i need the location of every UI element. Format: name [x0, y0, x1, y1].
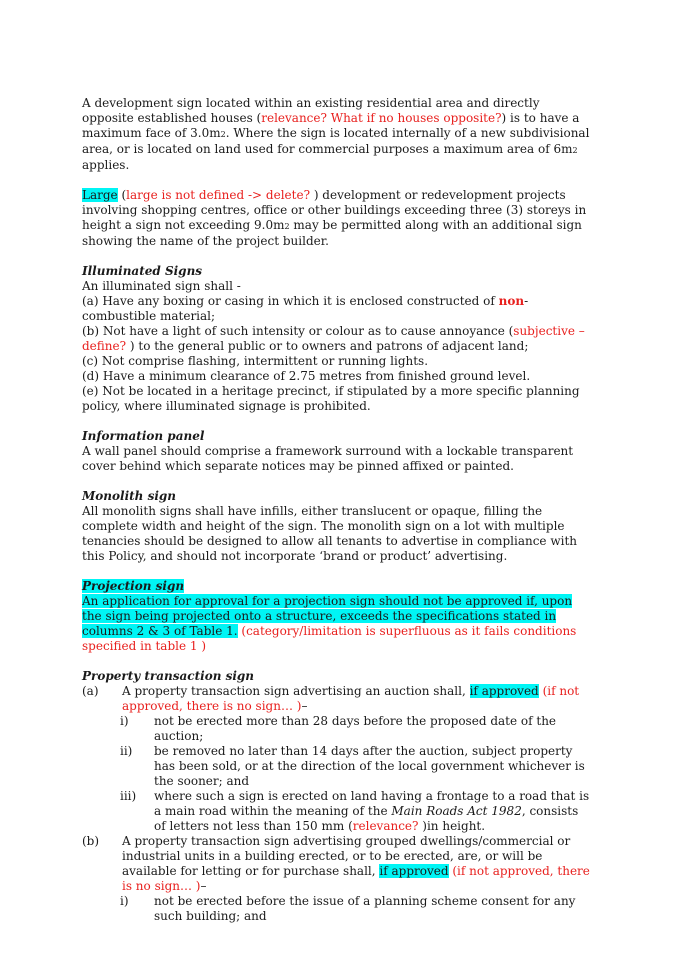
projection-sign-section — [82, 579, 591, 654]
development-sign-paragraph: A development sign located within an existing residential area and directly opposite established houses (relevance? What if no houses opposite?) is to have a maximum face of 3.0m2. Where the sign is located internally of a new subdivisional area, or is located on land used for commercial purposes a maximum area of 6m2 applies. — [82, 96, 590, 172]
highlighted-text: An application for approval for a projection sign should not be approved if, upon the sign being projected onto a structure, exceeds the specifications stated in columns 2 & 3 of Table 1. — [82, 594, 573, 638]
subclause-i: i) not be erected before the issue of a planning scheme consent for any such building; and — [120, 894, 576, 923]
review-comment: large is not defined -> delete? — [126, 188, 310, 202]
review-comment: relevance? What if no houses opposite? — [261, 111, 502, 125]
monolith-sign-section: Monolith sign All monolith signs shall have infills, either translucent or opaque, filling the complete width and height of the sign. The monolith sign on a lot with multiple tenancies should be designed to allow all tenants to advertise in compliance with this Policy, and should not incorporate ‘brand or product’ advertising. — [82, 489, 591, 564]
review-comment: (if not approved, there is no sign… ) — [122, 684, 580, 713]
subclause-i: i) not be erected more than 28 days before the proposed date of the auction; — [120, 714, 557, 743]
large-development-paragraph: Large (large is not defined -> delete? ) development or redevelopment projects involving shopping centres, office or other buildings exceeding three (3) storeys in height a sign not exceeding 9.0m2 may be permitted along with an additional sign showing the name of the project builder. — [82, 188, 587, 248]
review-comment: (category/limitation is superfluous as it fails conditions specified in table 1 ) — [82, 624, 577, 653]
clause-b: (b) Not have a light of such intensity or colour as to cause annoyance (subjective – define? ) to the general public or to owners and patrons of adjacent land; — [82, 324, 585, 353]
review-comment: relevance? — [352, 819, 419, 833]
section-heading: Monolith sign — [82, 489, 177, 503]
clause-b: (b) A property transaction sign advertising grouped dwellings/commercial or industrial units in a building erected, or to be erected, are, or will be available for letting or for purchase shall, if approved (if not approved, there is no sign… )– — [82, 834, 590, 893]
clause-e: (e) Not be located in a heritage precinct, if stipulated by a more specific planning policy, where illuminated signage is prohibited. — [82, 384, 580, 413]
section-heading: Property transaction sign — [82, 669, 255, 683]
property-transaction-section — [82, 669, 591, 924]
clause-a: (a) Have any boxing or casing in which it is enclosed constructed of non-combustible material; — [82, 294, 529, 323]
review-comment: (if not approved, there is no sign… ) — [122, 864, 590, 893]
section-heading: Information panel — [82, 429, 205, 443]
highlighted-text: if approved — [379, 864, 449, 878]
clause-a: (a) A property transaction sign advertising an auction shall, if approved (if not approved, there is no sign… )– — [82, 684, 580, 713]
review-comment: subjective – define? — [82, 324, 585, 353]
highlighted-text: if approved — [469, 684, 539, 698]
section-heading: Illuminated Signs — [82, 264, 203, 278]
subclause-iii: iii) where such a sign is erected on land having a frontage to a road that is a main road within the meaning of the Main Roads Act 1982, consists of letters not less than 150 mm (relevance? )in height. — [120, 789, 590, 833]
subclause-ii: ii) be removed no later than 14 days after the auction, subject property has been sold, or at the direction of the local government whichever is the sooner; and — [120, 744, 585, 788]
illuminated-signs-section: Illuminated Signs An illuminated sign shall - (a) Have any boxing or casing in which it is enclosed constructed of non-combustible material; (b) Not have a light of such intensity or colour as to cause annoyance (subjective – define? ) to the general public or to owners and patrons of adjacent land; (c) Not comprise flashing, intermittent or running lights. (d) Have a minimum clearance of 2.75 metres from finished ground level. (e) Not be located in a heritage precinct, if stipulated by a more specific planning policy, where illuminated signage is prohibited. — [82, 264, 591, 414]
highlighted-text: Large — [82, 188, 118, 202]
clause-c: (c) Not comprise flashing, intermittent or running lights. — [82, 354, 429, 368]
information-panel-section: Information panel A wall panel should comprise a framework surround with a lockable transparent cover behind which separate notices may be pinned affixed or painted. — [82, 429, 591, 474]
clause-d: (d) Have a minimum clearance of 2.75 metres from finished ground level. — [82, 369, 531, 383]
section-heading: Projection sign — [82, 579, 185, 593]
